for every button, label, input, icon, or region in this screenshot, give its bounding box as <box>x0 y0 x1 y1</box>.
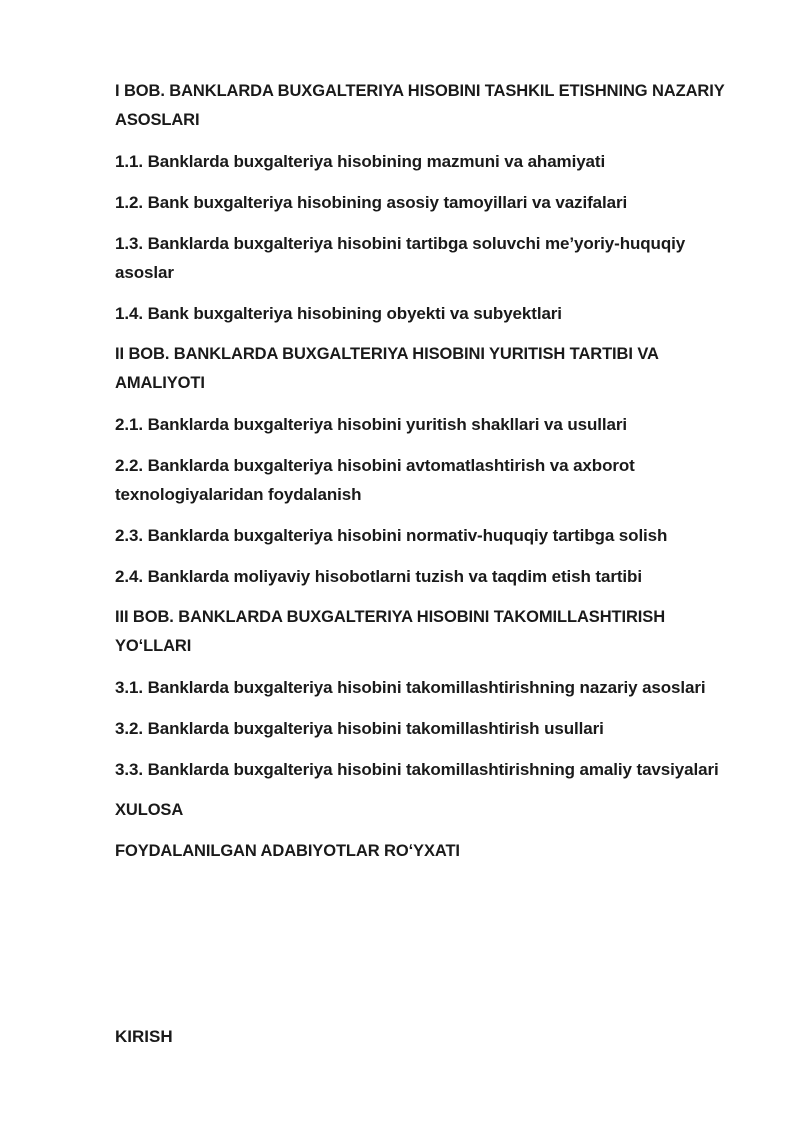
toc-chapter-3: III BOB. BANKLARDA BUXGALTERIYA HISOBINI TAKOMILLASHTIRISH YOʻLLARI <box>115 608 666 655</box>
toc-section-2-4: 2.4. Banklarda moliyaviy hisobotlarni tuzish va taqdim etish tartibi <box>115 567 642 586</box>
toc-conclusion: XULOSA <box>115 801 184 819</box>
toc-chapter-2: II BOB. BANKLARDA BUXGALTERIYA HISOBINI YURITISH TARTIBI VA AMALIYOTI <box>115 345 659 392</box>
toc-section-1-3: 1.3. Banklarda buxgalteriya hisobini tartibga soluvchi me’yoriy-huquqiy asoslar <box>115 234 686 282</box>
toc-section-2-2: 2.2. Banklarda buxgalteriya hisobini avtomatlashtirish va axborot texnologiyalaridan foydalanish <box>115 456 635 504</box>
toc-chapter-1: I BOB. BANKLARDA BUXGALTERIYA HISOBINI TASHKIL ETISHNING NAZARIY ASOSLARI <box>115 82 725 129</box>
toc-section-3-3: 3.3. Banklarda buxgalteriya hisobini takomillashtirishning amaliy tavsiyalari <box>115 760 719 779</box>
toc-section-3-1: 3.1. Banklarda buxgalteriya hisobini takomillashtirishning nazariy asoslari <box>115 678 706 697</box>
toc-references: FOYDALANILGAN ADABIYOTLAR ROʻYXATI <box>115 842 460 860</box>
toc-section-1-4: 1.4. Bank buxgalteriya hisobining obyekti va subyektlari <box>115 304 562 323</box>
toc-section-2-1: 2.1. Banklarda buxgalteriya hisobini yuritish shakllari va usullari <box>115 415 627 434</box>
table-of-contents <box>115 77 735 878</box>
toc-section-1-1: 1.1. Banklarda buxgalteriya hisobining mazmuni va ahamiyati <box>115 152 606 171</box>
toc-section-2-3: 2.3. Banklarda buxgalteriya hisobini normativ-huquqiy tartibga solish <box>115 526 668 545</box>
intro-heading: KIRISH <box>115 1027 173 1046</box>
toc-section-3-2: 3.2. Banklarda buxgalteriya hisobini takomillashtirish usullari <box>115 719 604 738</box>
toc-section-1-2: 1.2. Bank buxgalteriya hisobining asosiy tamoyillari va vazifalari <box>115 193 628 212</box>
